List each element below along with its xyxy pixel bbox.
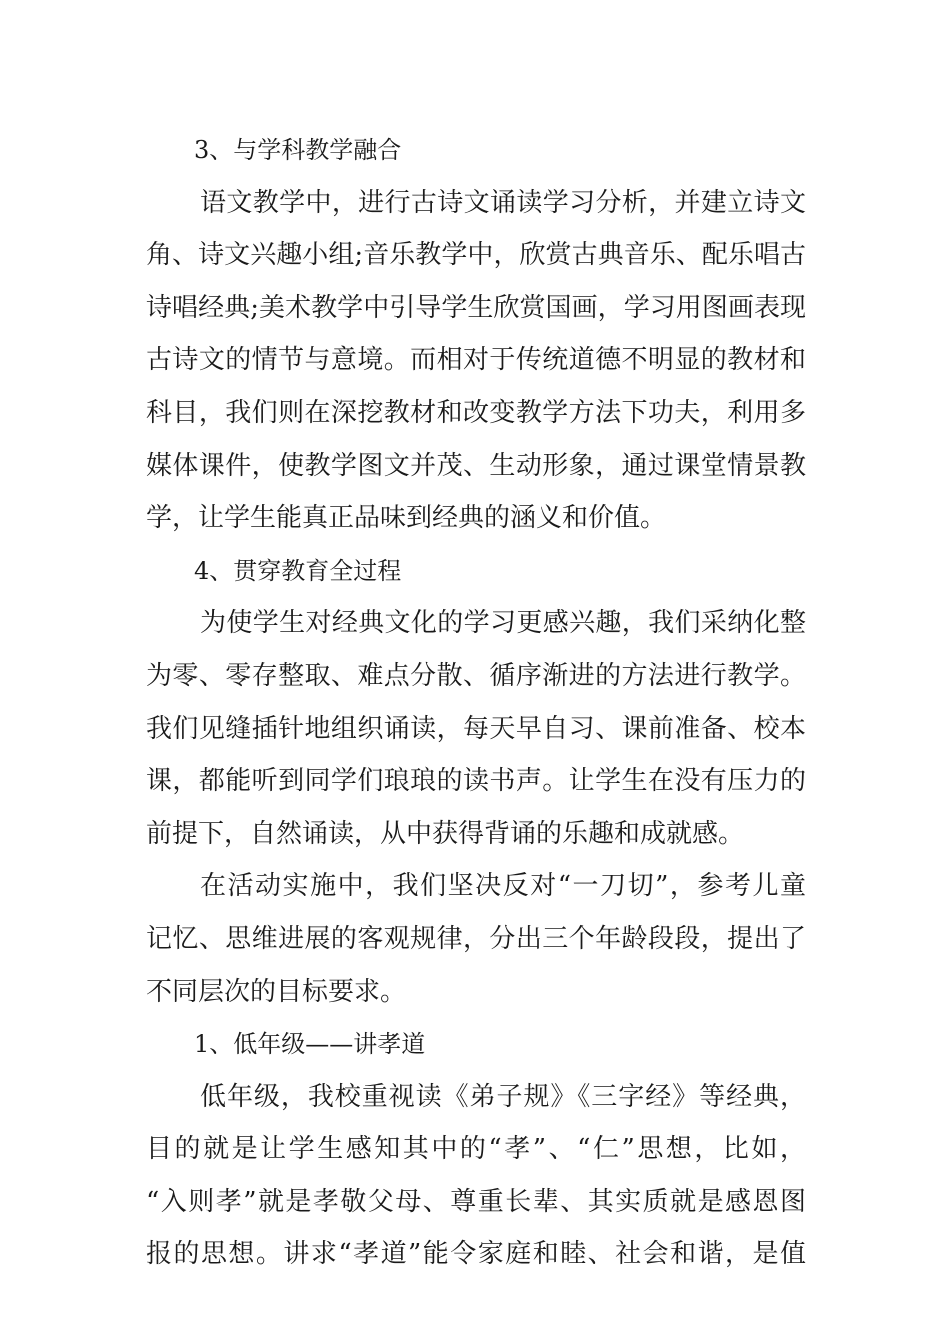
paragraph-line: “入则孝”就是孝敬父母、尊重长辈、其实质就是感恩图 [146,1186,806,1217]
paragraph-line: 为零、零存整取、难点分散、循序渐进的方法进行教学。 [146,660,806,691]
paragraph-line: 古诗文的情节与意境。而相对于传统道德不明显的教材和 [146,345,806,376]
paragraph-line: 语文教学中，进行古诗文诵读学习分析，并建立诗文 [200,187,806,218]
paragraph-line: 学，让学生能真正品味到经典的涵义和价值。 [146,503,667,534]
paragraph-line: 诗唱经典;美术教学中引导学生欣赏国画，学习用图画表现 [146,292,806,323]
paragraph-line: 记忆、思维进展的客观规律，分出三个年龄段段，提出了 [146,923,806,954]
paragraph-line: 媒体课件，使教学图文并茂、生动形象，通过课堂情景教 [146,450,806,481]
section-heading-4: 4、贯穿教育全过程 [194,556,402,585]
paragraph-line: 前提下，自然诵读，从中获得背诵的乐趣和成就感。 [146,818,745,849]
document-body [146,124,806,1281]
paragraph-line: 课，都能听到同学们琅琅的读书声。让学生在没有压力的 [146,766,806,797]
paragraph-line: 报的思想。讲求“孝道”能令家庭和睦、社会和谐，是值 [146,1239,806,1270]
paragraph-line: 角、诗文兴趣小组;音乐教学中，欣赏古典音乐、配乐唱古 [146,240,806,271]
paragraph-line: 我们见缝插针地组织诵读，每天早自习、课前准备、校本 [146,713,806,744]
section-heading-1: 1、低年级——讲孝道 [194,1030,426,1059]
section-heading-3: 3、与学科教学融合 [194,136,402,164]
paragraph-line: 科目，我们则在深挖教材和改变教学方法下功夫，利用多 [146,397,806,428]
paragraph-line: 为使学生对经典文化的学习更感兴趣，我们采纳化整 [200,608,806,639]
paragraph-line: 不同层次的目标要求。 [146,976,407,1007]
paragraph-line: 低年级，我校重视读《弟子规》《三字经》等经典， [200,1081,806,1112]
paragraph-line: 在活动实施中，我们坚决反对“一刀切”，参考儿童 [200,871,806,902]
paragraph-line: 目的就是让学生感知其中的“孝”、“仁”思想，比如， [146,1134,806,1165]
